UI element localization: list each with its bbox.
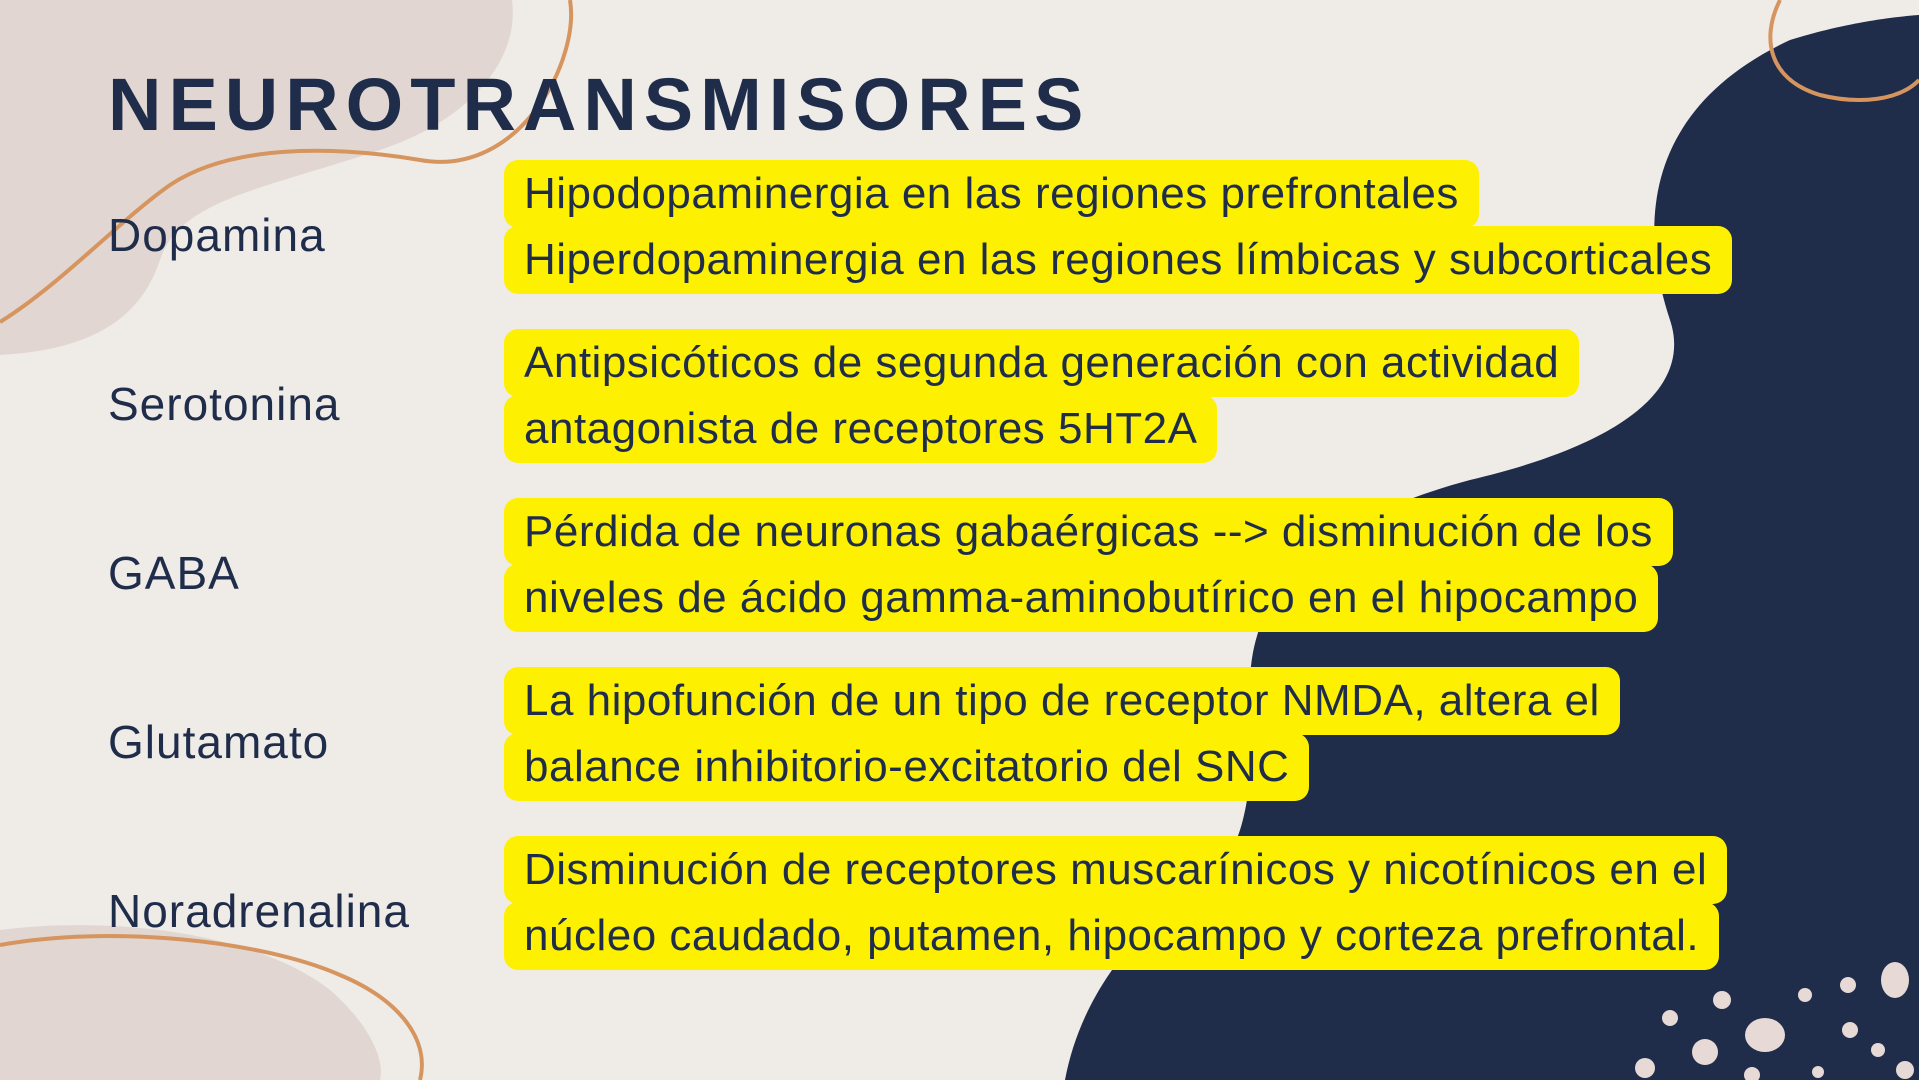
row-serotonina: [0, 329, 1919, 479]
highlighted-line: núcleo caudado, putamen, hipocampo y corteza prefrontal.: [504, 902, 1719, 970]
row-label: Serotonina: [108, 378, 341, 430]
highlighted-line: La hipofunción de un tipo de receptor NMDA, altera el: [504, 667, 1620, 735]
row-label: Dopamina: [108, 209, 326, 261]
highlighted-line: Pérdida de neuronas gabaérgicas --> disminución de los: [504, 498, 1673, 566]
highlighted-line: niveles de ácido gamma-aminobutírico en el hipocampo: [504, 564, 1658, 632]
row-gaba: [0, 498, 1919, 648]
row-glutamato: [0, 667, 1919, 817]
slide-title: NEUROTRANSMISORES: [108, 63, 1091, 146]
row-description: [504, 498, 1673, 632]
row-description: [504, 667, 1620, 801]
highlighted-line: balance inhibitorio-excitatorio del SNC: [504, 733, 1309, 801]
row-description: [504, 329, 1579, 463]
row-description: [504, 836, 1727, 970]
highlighted-line: Disminución de receptores muscarínicos y nicotínicos en el: [504, 836, 1727, 904]
highlighted-line: antagonista de receptores 5HT2A: [504, 395, 1217, 463]
row-noradrenalina: [0, 836, 1919, 986]
row-dopamina: [0, 160, 1919, 310]
highlighted-line: Antipsicóticos de segunda generación con actividad: [504, 329, 1579, 397]
highlighted-line: Hipodopaminergia en las regiones prefrontales: [504, 160, 1479, 228]
row-label: Noradrenalina: [108, 885, 410, 937]
row-description: [504, 160, 1732, 294]
row-label: GABA: [108, 547, 240, 599]
row-label: Glutamato: [108, 716, 330, 768]
highlighted-line: Hiperdopaminergia en las regiones límbicas y subcorticales: [504, 226, 1732, 294]
